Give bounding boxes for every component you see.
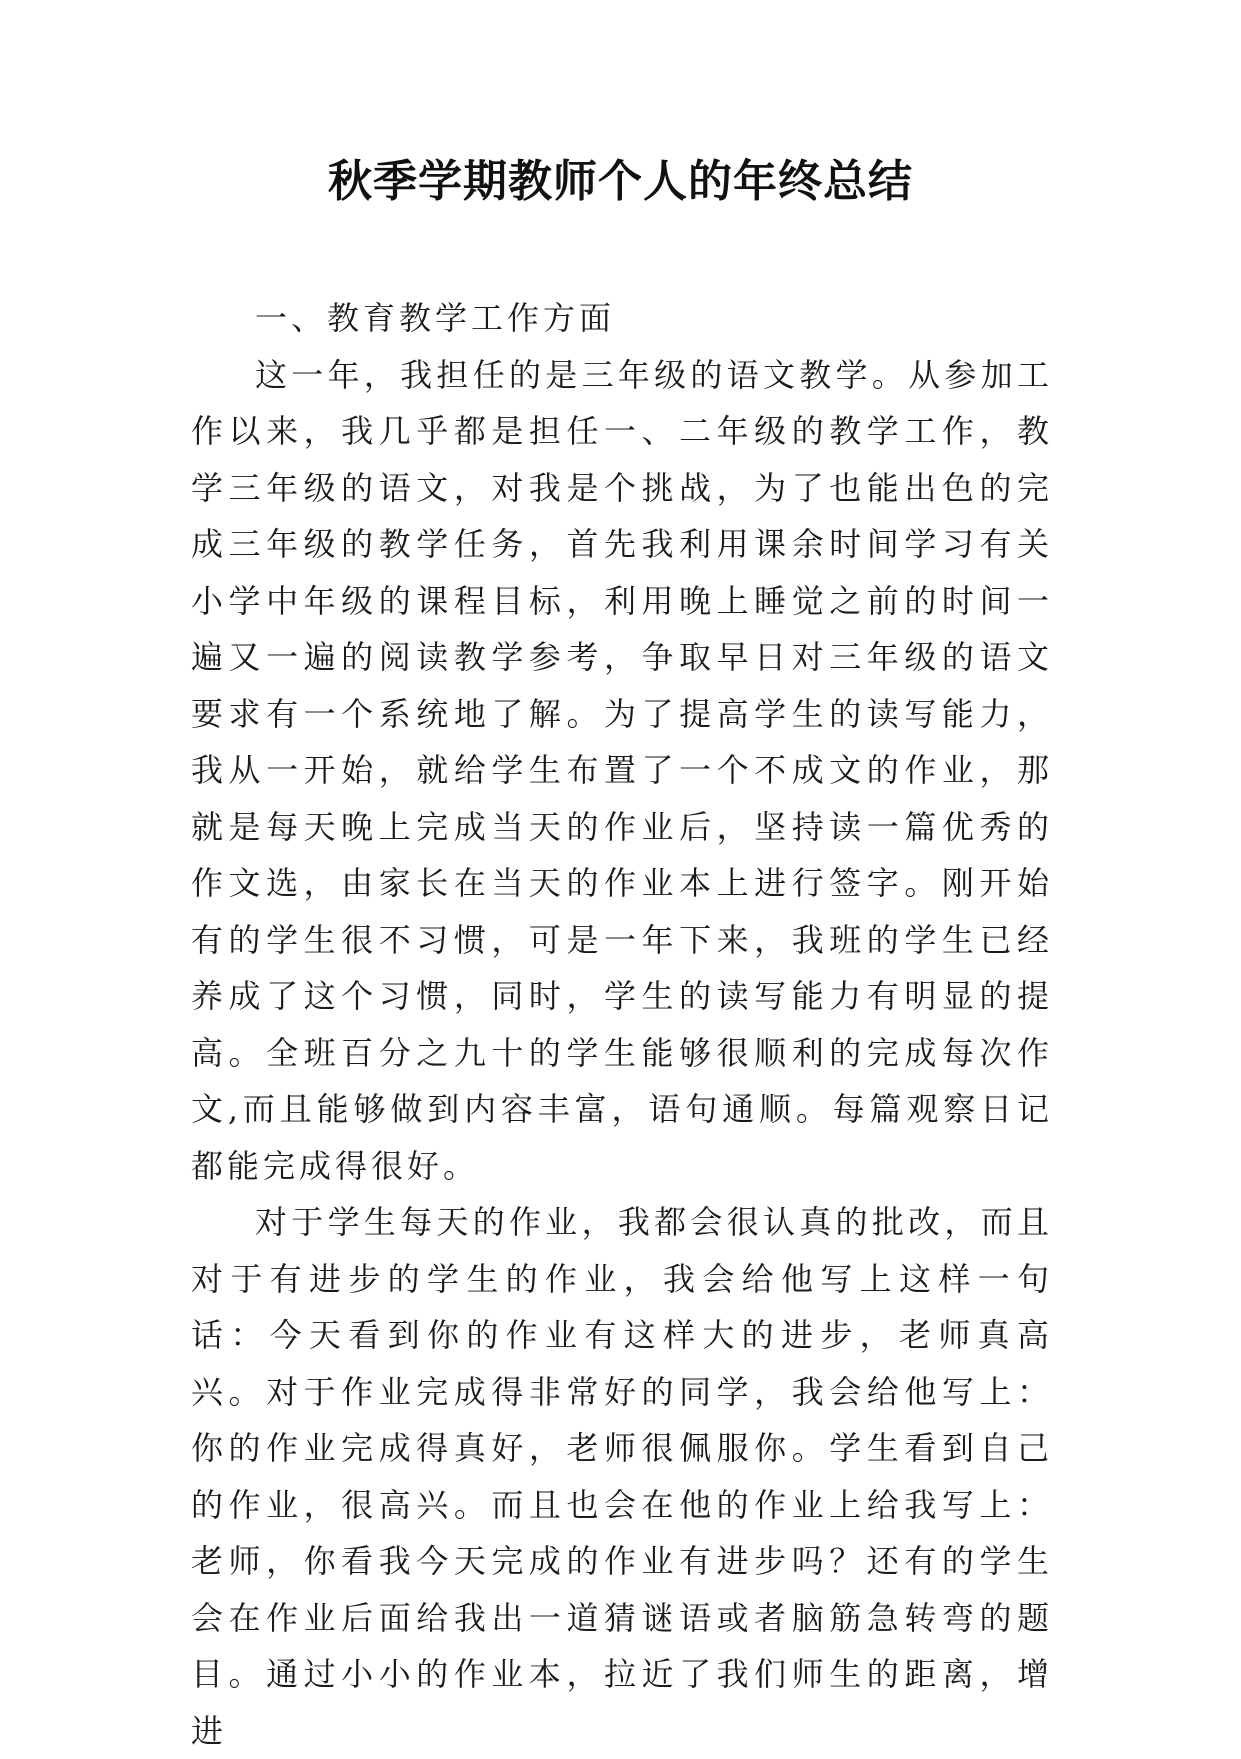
document-title: 秋季学期教师个人的年终总结 bbox=[328, 156, 913, 207]
document-body bbox=[191, 290, 1053, 1759]
section-heading: 一、教育教学工作方面 bbox=[255, 299, 616, 337]
paragraph: 这一年，我担任的是三年级的语文教学。从参加工作以来，我几乎都是担任一、二年级的教学工作，教学三年级的语文，对我是个挑战，为了也能出色的完成三年级的教学任务，首先我利用课余时间学习有关小学中年级的课程目标，利用晚上睡觉之前的时间一遍又一遍的阅读教学参考，争取早日对三年级的语文要求有一个系统地了解。为了提高学生的读写能力，我从一开始，就给学生布置了一个不成文的作业，那就是每天晚上完成当天的作业后，坚持读一篇优秀的作文选，由家长在当天的作业本上进行签字。刚开始有的学生很不习惯，可是一年下来，我班的学生已经养成了这个习惯，同时，学生的读写能力有明显的提高。全班百分之九十的学生能够很顺利的完成每次作文,而且能够做到内容丰富，语句通顺。每篇观察日记都能完成得很好。 bbox=[191, 355, 1053, 1185]
paragraph: 对于学生每天的作业，我都会很认真的批改，而且对于有进步的学生的作业，我会给他写上这样一句话：今天看到你的作业有这样大的进步，老师真高兴。对于作业完成得非常好的同学，我会给他写上：你的作业完成得真好，老师很佩服你。学生看到自己的作业，很高兴。而且也会在他的作业上给我写上：老师，你看我今天完成的作业有进步吗？还有的学生会在作业后面给我出一道猜谜语或者脑筋急转弯的题目。通过小小的作业本，拉近了我们师生的距离，增进 bbox=[191, 1203, 1053, 1750]
